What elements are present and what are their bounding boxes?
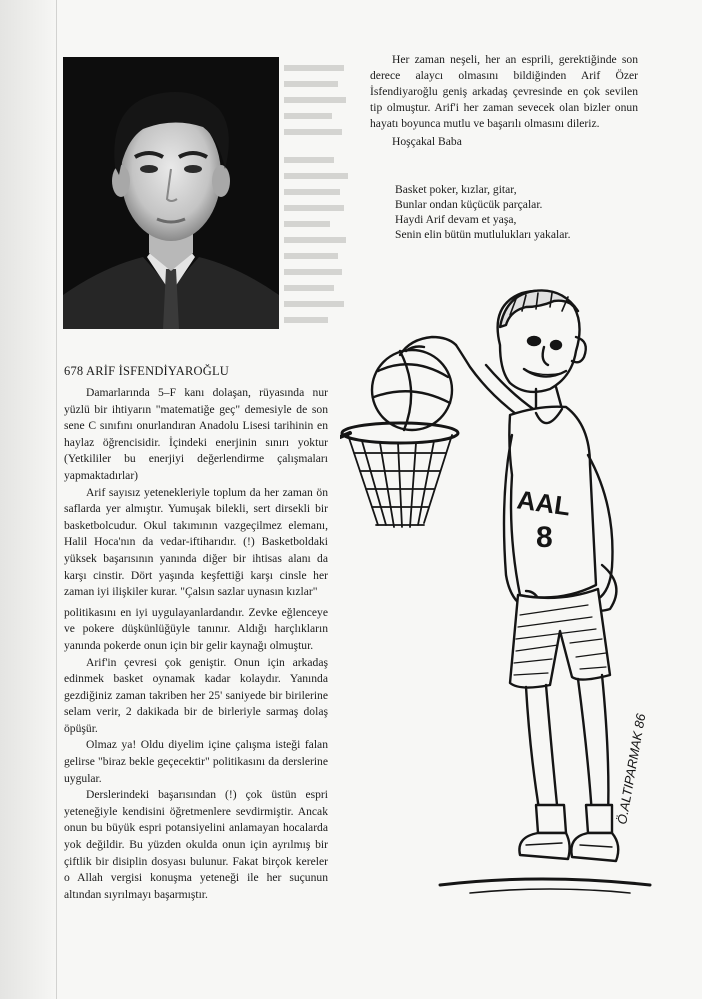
poem (395, 182, 655, 242)
body-paragraph: Derslerindeki başarısından (!) çok üstün espri yeteneğiyle kendisini öğretmenlere sevdirmiştir. Ancak onun bu büyük espri potansiyelini anlamayan hocalarda yok değildir. Bu yüzden okulda onun için ayrılmış bir çiftlik bir disiplin dosyası bulunur. Fakat birçok kereler o Allah vergisi konuşma yeteneği ile her suçunun altından sıyrılmayı başarmıştır. (64, 788, 328, 901)
poem-line: Haydi Arif devam et yaşa, (395, 213, 517, 226)
artist-signature: Ö.ALTIPARMAK 86 (614, 712, 649, 826)
basketball-cartoon (340, 285, 670, 905)
jersey-text: AAL (515, 484, 573, 522)
poem-line: Basket poker, kızlar, gitar, (395, 183, 517, 196)
body-paragraph: politikasını en iyi uygulayanlardandır. Zevke eğlenceye ve pokere düşkünlüğüyle tanınır. Aldığı harçlıkların yanında pokerde onun için bir gelir kaynağı olmuştur. (64, 605, 328, 652)
page-binding-line (56, 0, 57, 999)
body-paragraph: Arif sayısız yetenekleriyle toplum da her zaman ön saflarda yer almıştır. Yumuşak bilekli, sert dirsekli bir basketbolcudur. Okul takımının vazgeçilmez elemanı, Halil Hoca'nın da vedar-iftiharıdır. (!) Basketboldaki yüksek başarısının yanında diğer bir ihtisas alanı da karşı cinstir. Dört yaşında keşfettiği karşı cinsle her zaman iyi ilişkiler kurar. "Çalsın sazlar uynasın kızlar" (64, 485, 328, 599)
jersey-number: 8 (536, 521, 553, 554)
poem-line: Bunlar ondan küçücük parçalar. (395, 198, 543, 211)
body-paragraph: Olmaz ya! Oldu diyelim içine çalışma isteği falan gelirse "biraz bekle geçecektir" politikasını da derslerine uygular. (64, 738, 328, 785)
poem-line: Senin elin bütün mutlulukları yakalar. (395, 228, 571, 241)
biography-text (64, 385, 328, 903)
page-binding-edge (0, 0, 58, 999)
body-paragraph: Damarlarında 5–F kanı dolaşan, rüyasında nur yüzlü bir ihtiyarın "matematiğe geç" demesiyle de son sene C sınıfını onurlandıran Anadolu Lisesi tarihinin en haylaz öğrencisidir. İçindeki enerjinin sınırı yoktur (Yetkililer bu enerjiyi değerlendirme çalışmaları yapmaktadırlar) (64, 386, 328, 482)
tribute-paragraph: Her zaman neşeli, her an esprili, gerektiğinde son derece alaycı olmasını bildiğinden Arif Özer İsfendiyaroğlu geniş arkadaş çevresinde en çok sevilen tip olmuştur. Arif'i her zaman sevecek olan bizler onun hayatı boyunca mutlu ve başarılı olmasını dileriz. (370, 53, 638, 130)
right-column-paragraph (370, 52, 638, 150)
body-paragraph: Arif'in çevresi çok geniştir. Onun için arkadaş edinmek basket oynamak kadar kolaydır. Yanında gezdiğiniz zaman takriben her 25' saniyede bir birilerine selam verir, 2 dakikada bir de birleriyle sarmaş dolaş öpüşür. (64, 655, 328, 735)
student-portrait-photo (63, 57, 279, 329)
signoff-line: Hoşçakal Baba (392, 135, 462, 148)
student-name-heading: 678 ARİF İSFENDİYAROĞLU (64, 364, 230, 378)
